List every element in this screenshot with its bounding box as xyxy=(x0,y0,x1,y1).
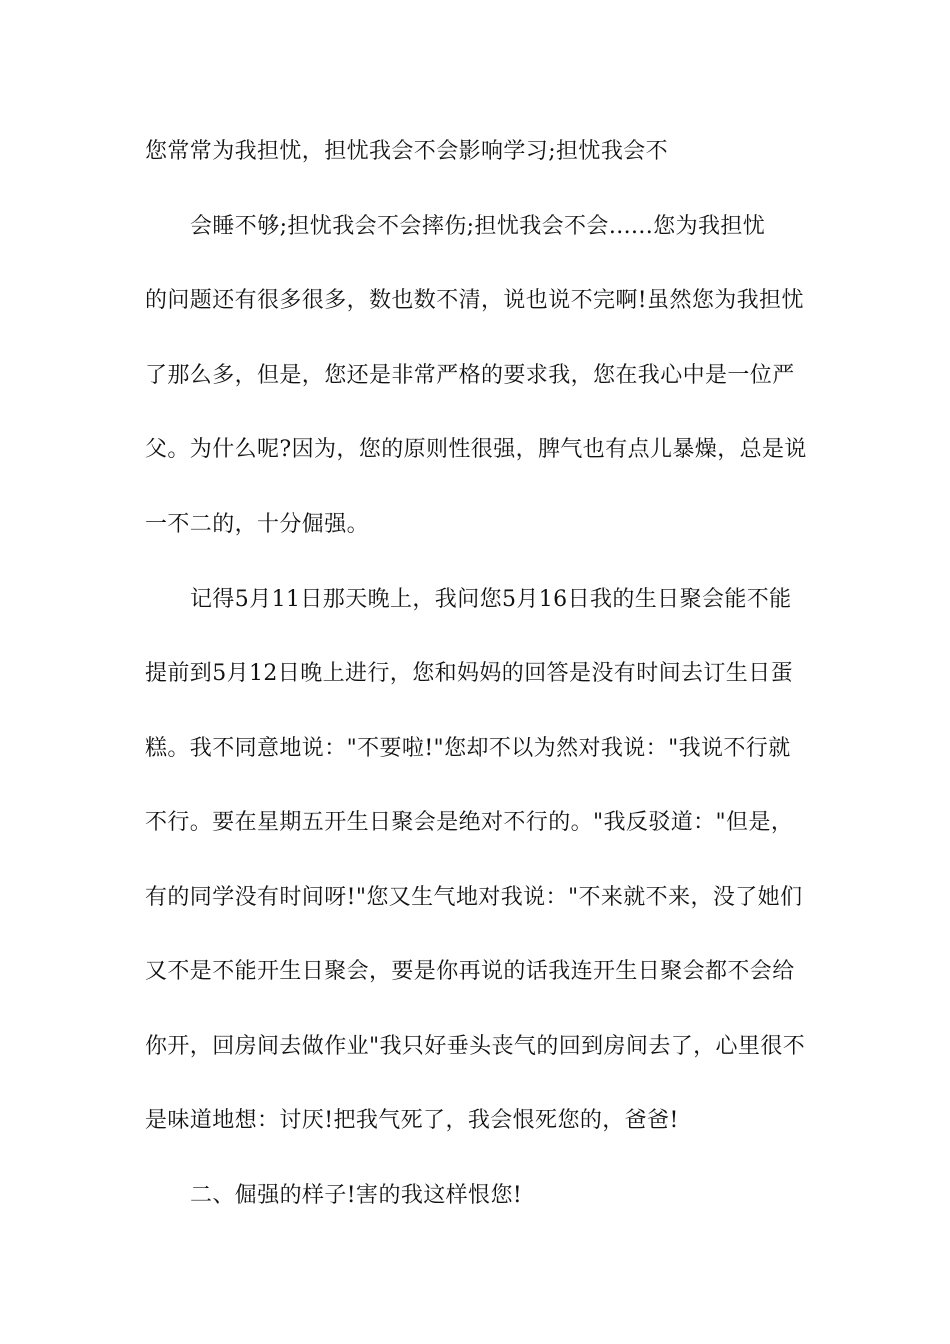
text-line-7: 记得5月11日那天晚上，我问您5月16日我的生日聚会能不能 xyxy=(190,587,792,612)
text-line-4: 了那么多，但是，您还是非常严格的要求我，您在我心中是一位严 xyxy=(145,363,795,388)
text-line-9: 糕。我不同意地说："不要啦!"您却不以为然对我说："我说不行就 xyxy=(145,736,791,761)
text-line-1: 您常常为我担忧，担忧我会不会影响学习;担忧我会不 xyxy=(145,139,669,164)
text-line-14: 是味道地想：讨厌!把我气死了，我会恨死您的，爸爸! xyxy=(145,1108,679,1133)
text-line-13: 你开，回房间去做作业"我只好垂头丧气的回到房间去了，心里很不 xyxy=(145,1034,806,1059)
text-line-3: 的问题还有很多很多，数也数不清，说也说不完啊!虽然您为我担忧 xyxy=(145,288,804,313)
text-line-8: 提前到5月12日晚上进行，您和妈妈的回答是没有时间去订生日蛋 xyxy=(145,661,793,686)
text-line-11: 有的同学没有时间呀!"您又生气地对我说："不来就不来，没了她们 xyxy=(145,885,803,910)
text-line-10: 不行。要在星期五开生日聚会是绝对不行的。"我反驳道："但是， xyxy=(145,810,794,835)
text-line-6: 一不二的，十分倔强。 xyxy=(145,512,370,537)
text-line-12: 又不是不能开生日聚会，要是你再说的话我连开生日聚会都不会给 xyxy=(145,959,795,984)
section-heading: 二、倔强的样子!害的我这样恨您! xyxy=(190,1183,523,1208)
text-line-2: 会睡不够;担忧我会不会摔伤;担忧我会不会......您为我担忧 xyxy=(190,214,766,239)
text-line-5: 父。为什么呢?因为，您的原则性很强，脾气也有点儿暴燥，总是说 xyxy=(145,437,807,462)
